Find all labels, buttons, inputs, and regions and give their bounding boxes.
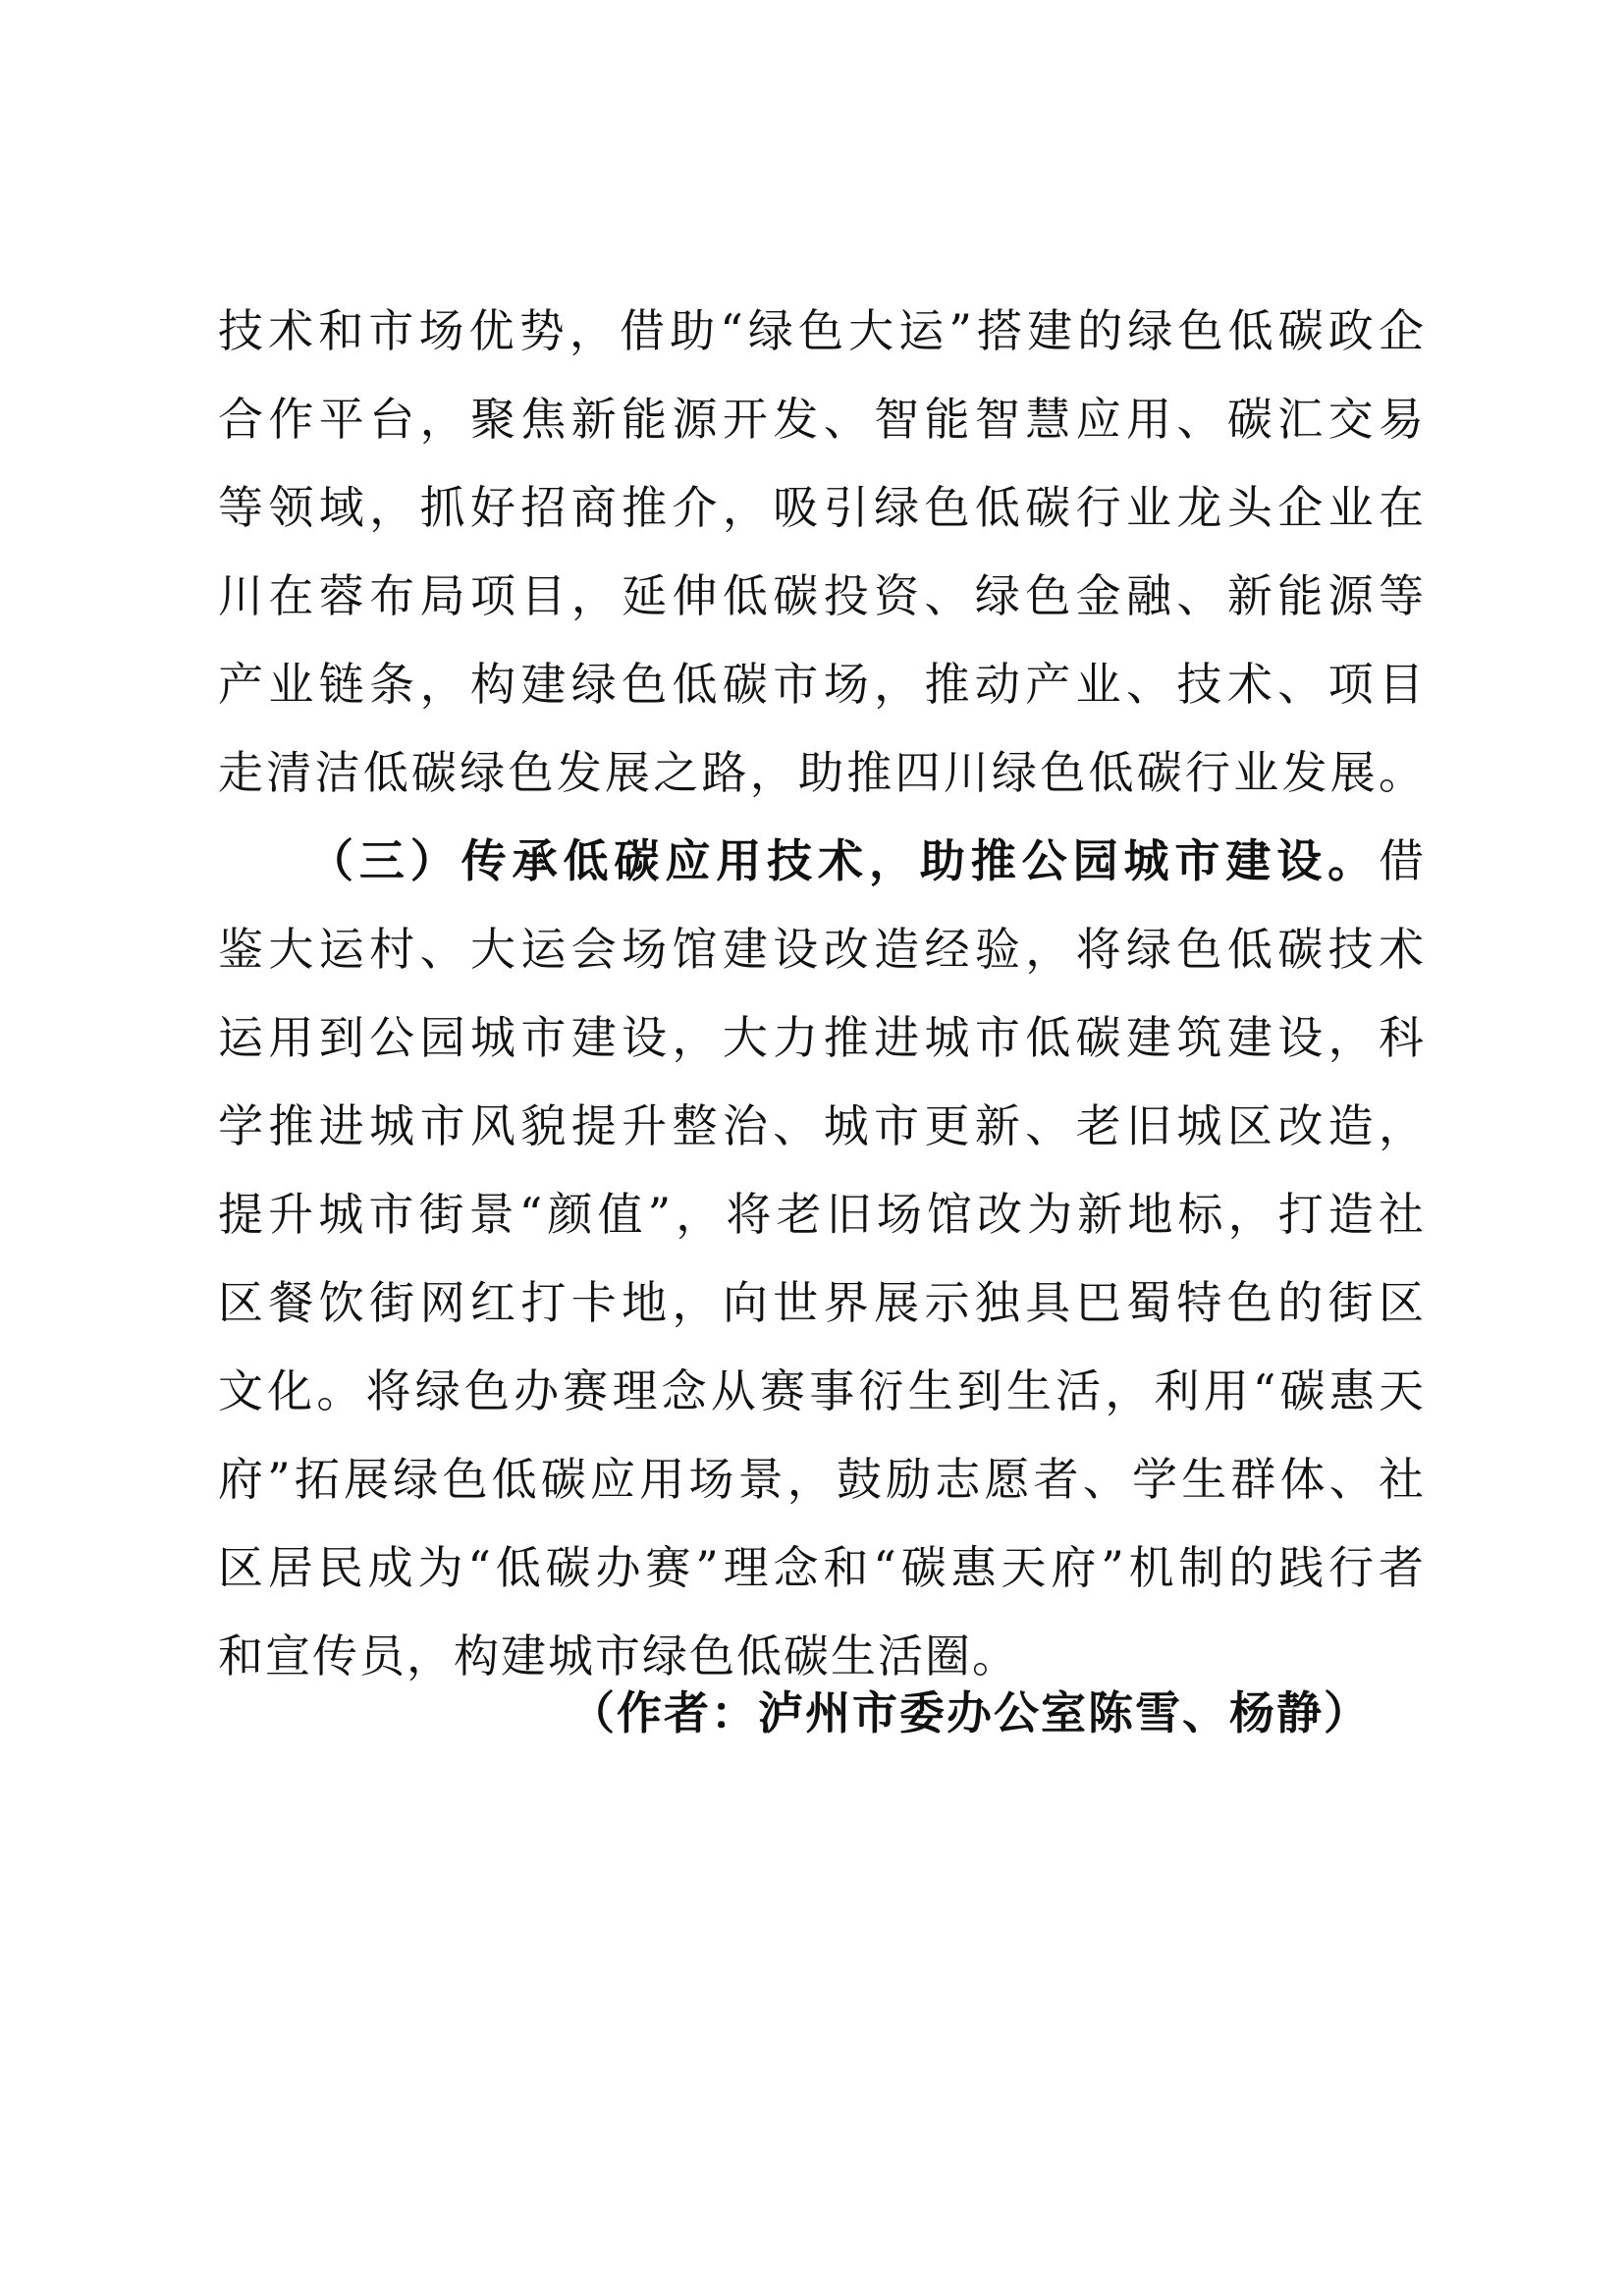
paragraph-line: 和宣传员，构建城市绿色低碳生活圈。 (218, 1629, 1019, 1682)
paragraph-line: 运用到公园城市建设，大力推进城市低碳建筑建设，科 (218, 1011, 1426, 1064)
section-heading: （三）传承低碳应用技术，助推公园城市建设。 (308, 834, 1379, 887)
paragraph-line: 技术和市场优势，借助“绿色大运”搭建的绿色低碳政企 (218, 304, 1426, 357)
paragraph-line: 鉴大运村、大运会场馆建设改造经验，将绿色低碳技术 (218, 923, 1426, 976)
paragraph-line: 府”拓展绿色低碳应用场景，鼓励志愿者、学生群体、社 (218, 1453, 1426, 1506)
paragraph-line: 走清洁低碳绿色发展之路，助推四川绿色低碳行业发展。 (218, 746, 1426, 799)
author-attribution: （作者：泸州市委办公室陈雪、杨静） (569, 1686, 1371, 1739)
paragraph-line: 川在蓉布局项目，延伸低碳投资、绿色金融、新能源等 (218, 569, 1426, 622)
paragraph-line: 合作平台，聚焦新能源开发、智能智慧应用、碳汇交易 (218, 393, 1426, 446)
heading-line-continuation: 借 (1379, 834, 1426, 887)
paragraph-line: 区居民成为“低碳办赛”理念和“碳惠天府”机制的践行者 (218, 1541, 1426, 1594)
paragraph-line: 学推进城市风貌提升整治、城市更新、老旧城区改造， (218, 1099, 1426, 1152)
paragraph-line: 文化。将绿色办赛理念从赛事衍生到生活，利用“碳惠天 (218, 1364, 1426, 1417)
body-text (218, 287, 1426, 1700)
paragraph-line: 区餐饮街网红打卡地，向世界展示独具巴蜀特色的街区 (218, 1276, 1426, 1329)
section-heading-line (218, 817, 1426, 905)
paragraph-line: 提升城市街景“颜值”，将老旧场馆改为新地标，打造社 (218, 1188, 1426, 1241)
paragraph-line: 等领域，抓好招商推介，吸引绿色低碳行业龙头企业在 (218, 481, 1426, 534)
paragraph-line: 产业链条，构建绿色低碳市场，推动产业、技术、项目 (218, 658, 1426, 711)
